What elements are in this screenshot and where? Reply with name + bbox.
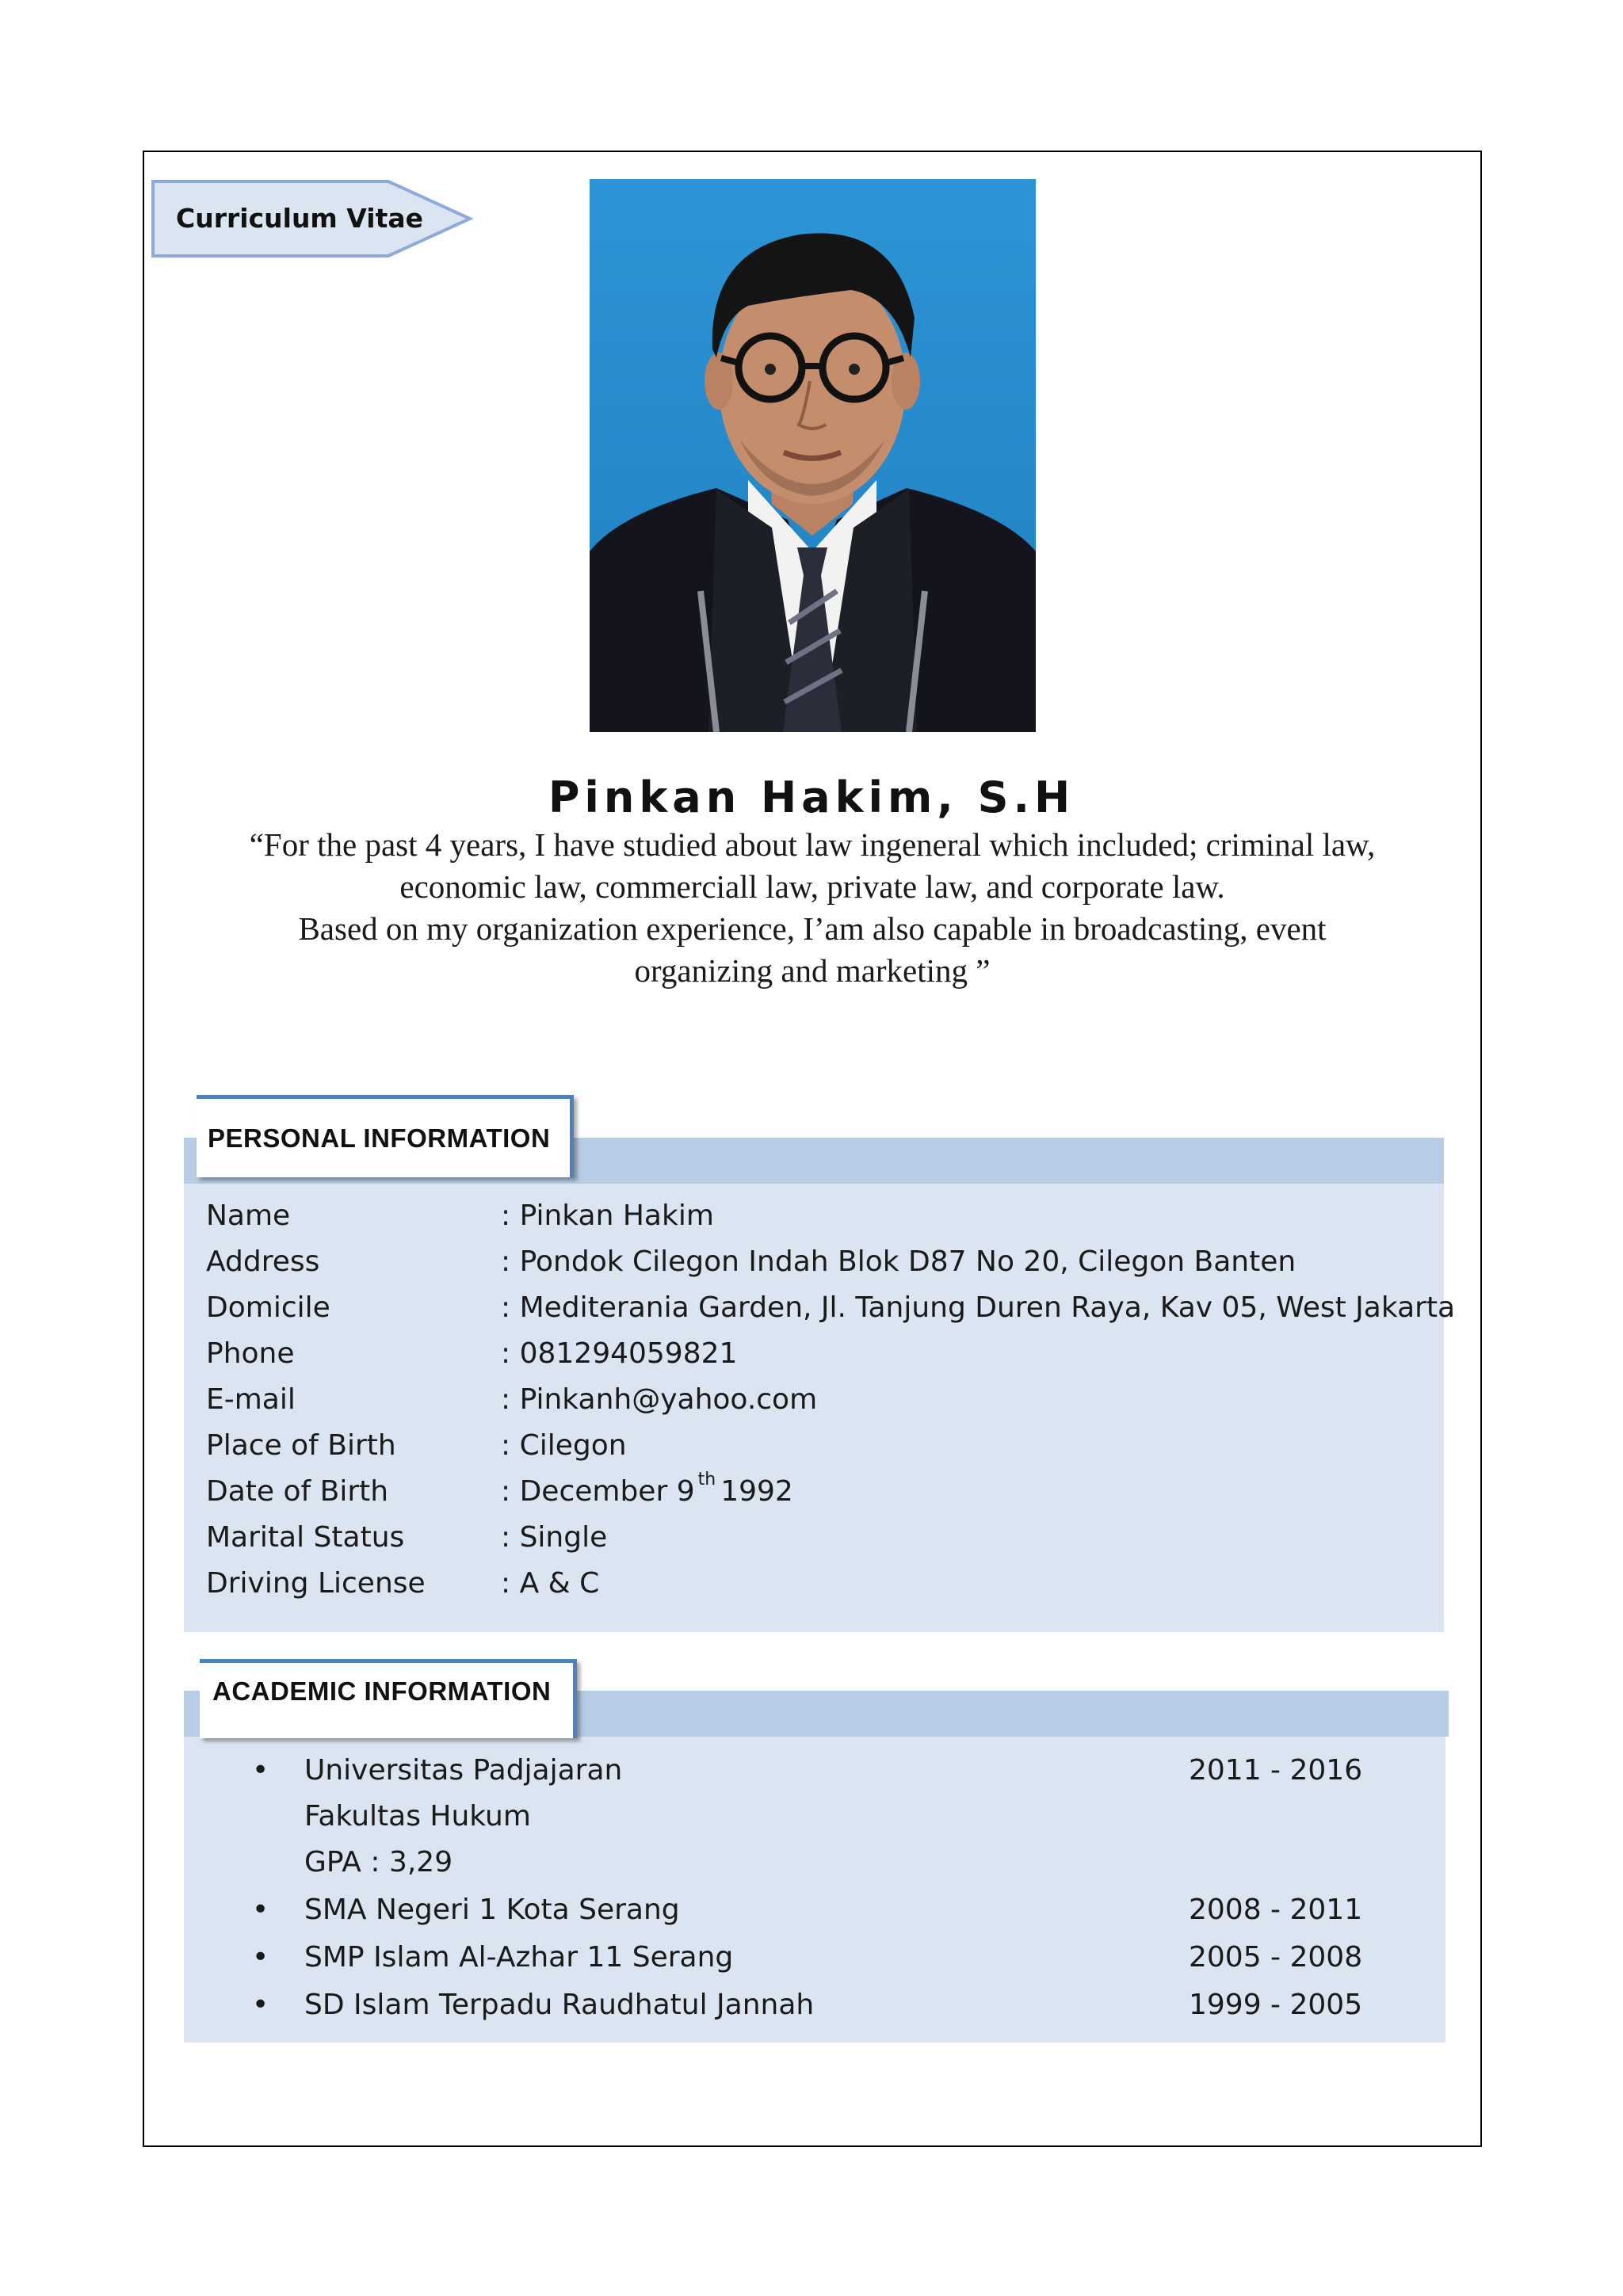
info-label: Date of Birth: [206, 1475, 389, 1508]
info-value: : 081294059821: [501, 1337, 738, 1370]
summary-line: organizing and marketing ”: [634, 952, 991, 989]
gpa: GPA : 3,29: [304, 1846, 453, 1878]
school-name: SD Islam Terpadu Raudhatul Jannah: [304, 1989, 815, 2021]
info-value: [501, 1469, 793, 1515]
education-entry: [0, 1982, 1623, 2028]
school-name: SMP Islam Al-Azhar 11 Serang: [304, 1941, 734, 1974]
education-entry: [0, 1887, 1623, 1933]
portrait-photo: [590, 179, 1036, 732]
academic-info-title: ACADEMIC INFORMATION: [212, 1676, 552, 1706]
school-years: 1999 - 2005: [1189, 1989, 1363, 2021]
info-label: Address: [206, 1245, 320, 1278]
education-detail: [0, 1840, 1623, 1886]
personal-info-title: PERSONAL INFORMATION: [208, 1123, 551, 1153]
curriculum-vitae-label: Curriculum Vitae: [176, 203, 424, 234]
dob-ordinal-suffix: th: [697, 1470, 716, 1489]
school-years: 2011 - 2016: [1189, 1754, 1363, 1787]
dob-year: 1992: [720, 1475, 793, 1508]
school-years: 2008 - 2011: [1189, 1894, 1363, 1926]
info-label: E-mail: [206, 1383, 296, 1416]
bullet-icon: •: [252, 1941, 269, 1974]
school-name: Universitas Padjajaran: [304, 1754, 623, 1787]
bullet-icon: •: [252, 1894, 269, 1926]
education-entry: [0, 1748, 1623, 1794]
info-value: : Mediterania Garden, Jl. Tanjung Duren Raya, Kav 05, West Jakarta: [501, 1291, 1456, 1324]
school-years: 2005 - 2008: [1189, 1941, 1363, 1974]
info-label: Driving License: [206, 1567, 426, 1600]
school-name: SMA Negeri 1 Kota Serang: [304, 1894, 680, 1926]
info-label: Marital Status: [206, 1521, 405, 1554]
education-detail: [0, 1794, 1623, 1840]
education-entry: [0, 1935, 1623, 1981]
info-label: Domicile: [206, 1291, 330, 1324]
summary-line: economic law, commerciall law, private law, and corporate law.: [399, 868, 1225, 905]
info-value: : Single: [501, 1521, 608, 1554]
curriculum-vitae-tag: [151, 179, 475, 258]
info-label: Place of Birth: [206, 1429, 396, 1462]
bullet-icon: •: [252, 1754, 269, 1787]
info-label: Phone: [206, 1337, 295, 1370]
profile-summary: [151, 824, 1474, 992]
info-label: Name: [206, 1199, 291, 1232]
bullet-icon: •: [252, 1989, 269, 2021]
info-value: : A & C: [501, 1567, 600, 1600]
info-value: : Pinkan Hakim: [501, 1199, 714, 1232]
info-value: : Pinkanh@yahoo.com: [501, 1383, 818, 1416]
faculty-name: Fakultas Hukum: [304, 1800, 531, 1833]
summary-line: “For the past 4 years, I have studied about law ingeneral which included; criminal law,: [249, 826, 1376, 863]
dob-day: : December 9: [501, 1475, 695, 1508]
candidate-name: Pinkan Hakim, S.H: [548, 772, 1075, 822]
summary-line: Based on my organization experience, I’am also capable in broadcasting, event: [298, 910, 1327, 947]
info-value: : Cilegon: [501, 1429, 627, 1462]
info-value: : Pondok Cilegon Indah Blok D87 No 20, Cilegon Banten: [501, 1245, 1296, 1278]
